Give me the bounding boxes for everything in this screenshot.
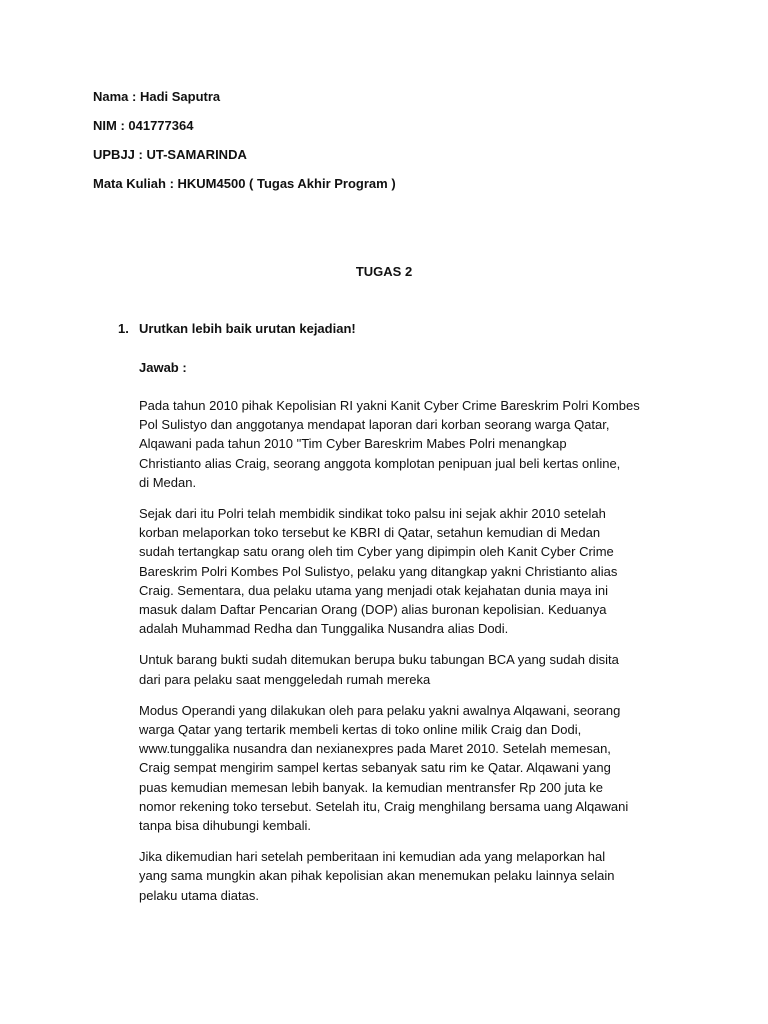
paragraph-line: pelaku utama diatas. (139, 887, 259, 903)
paragraph-line: Pada tahun 2010 pihak Kepolisian RI yakni Kanit Cyber Crime Bareskrim Polri Kombes (139, 398, 640, 413)
paragraph-line: Bareskrim Polri Kombes Pol Sulistyo, pelaku yang ditangkap yakni Christianto alias (139, 563, 618, 579)
paragraph-1 (139, 396, 689, 492)
student-info (93, 88, 653, 204)
paragraph-3 (139, 650, 689, 688)
paragraph-line: dari para pelaku saat menggeledah rumah mereka (139, 671, 431, 687)
question-number: 1. (118, 321, 129, 336)
paragraph-line: Jika dikemudian hari setelah pemberitaan ini kemudian ada yang melaporkan hal (139, 849, 606, 865)
paragraph-line: Craig sempat mengirim sampel kertas sebanyak satu rim ke Qatar. Alqawani yang (139, 760, 611, 776)
paragraph-line: Christianto alias Craig, seorang anggota komplotan penipuan jual beli kertas online, (139, 455, 621, 471)
paragraph-line: Sejak dari itu Polri telah membidik sindikat toko palsu ini sejak akhir 2010 setelah (139, 506, 606, 522)
paragraph-5 (139, 847, 689, 905)
student-nim: NIM : 041777364 (93, 118, 194, 133)
question-text: Urutkan lebih baik urutan kejadian! (139, 321, 356, 336)
course-name: Mata Kuliah : HKUM4500 ( Tugas Akhir Program ) (93, 176, 396, 191)
paragraph-line: masuk dalam Daftar Pencarian Orang (DOP) alias buronan kepolisian. Keduanya (139, 602, 607, 618)
paragraph-line: www.tunggalika nusandra dan nexianexpres pada Maret 2010. Setelah memesan, (139, 741, 611, 757)
paragraph-line: yang sama mungkin akan pihak kepolisian akan menemukan pelaku lainnya selain (139, 868, 615, 884)
paragraph-line: puas kemudian memesan lebih banyak. Ia kemudian mentransfer Rp 200 juta ke (139, 779, 603, 795)
paragraph-line: Modus Operandi yang dilakukan oleh para pelaku yakni awalnya Alqawani, seorang (139, 702, 621, 718)
paragraph-line: adalah Muhammad Redha dan Tunggalika Nusandra alias Dodi. (139, 621, 509, 637)
paragraph-line: Craig. Sementara, dua pelaku utama yang menjadi otak kejahatan dunia maya ini (139, 582, 609, 598)
document-title: TUGAS 2 (355, 264, 413, 279)
paragraph-4 (139, 701, 689, 835)
answer-label: Jawab : (139, 360, 187, 375)
question-1 (118, 320, 356, 337)
student-upbjj: UPBJJ : UT-SAMARINDA (93, 147, 247, 162)
paragraph-line: nomor rekening toko tersebut. Setelah itu, Craig menghilang bersama uang Alqawani (139, 798, 629, 814)
paragraph-line: sudah tertangkap satu orang oleh tim Cyber yang dipimpin oleh Kanit Cyber Crime (139, 544, 614, 560)
paragraph-line: Alqawani pada tahun 2010 "Tim Cyber Bareskrim Mabes Polri menangkap (139, 436, 567, 452)
paragraph-line: Pol Sulistyo dan anggotanya mendapat laporan dari korban seorang warga Qatar, (139, 417, 610, 433)
student-name: Nama : Hadi Saputra (93, 89, 221, 104)
paragraph-line: tanpa bisa dihubungi kembali. (139, 818, 312, 834)
paragraph-line: korban melaporkan toko tersebut ke KBRI di Qatar, setahun kemudian di Medan (139, 525, 601, 541)
paragraph-line: Untuk barang bukti sudah ditemukan berupa buku tabungan BCA yang sudah disita (139, 652, 619, 668)
answer-body (139, 396, 689, 917)
paragraph-line: warga Qatar yang tertarik membeli kertas di toko online milik Craig dan Dodi, (139, 722, 582, 738)
paragraph-line: di Medan. (139, 474, 197, 490)
paragraph-2 (139, 504, 689, 638)
